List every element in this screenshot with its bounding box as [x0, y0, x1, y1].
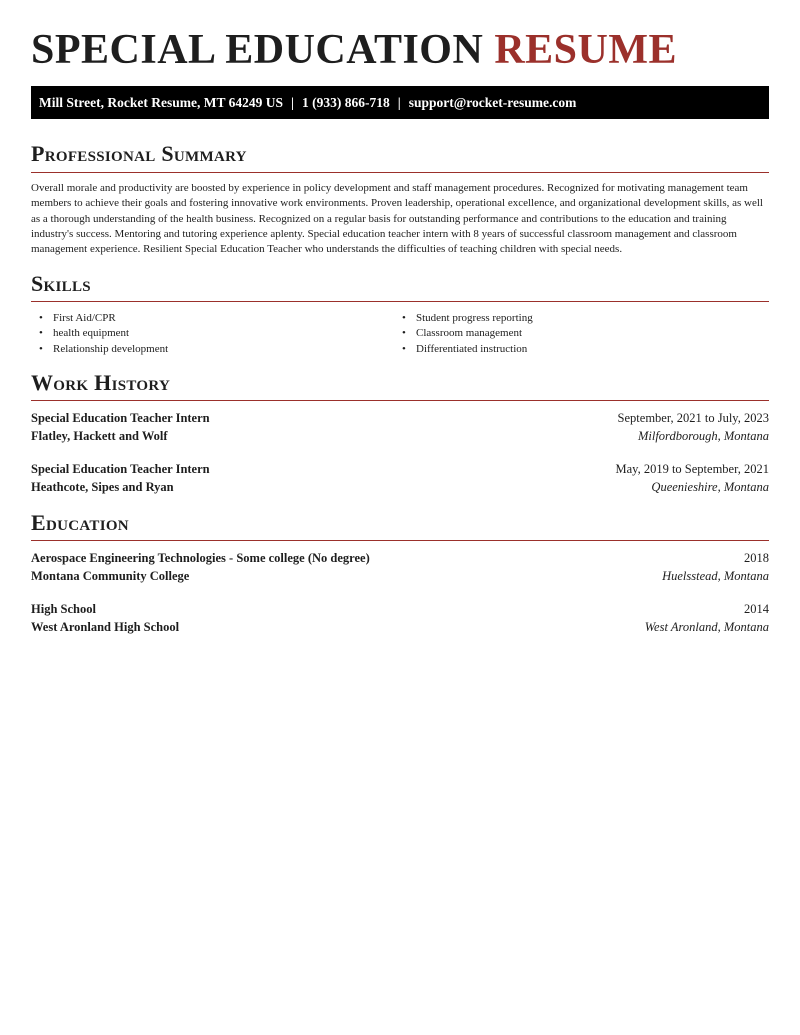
graduation-year: 2018 [744, 551, 769, 565]
education-entry [31, 549, 769, 589]
contact-separator: | [397, 95, 401, 110]
bullet-icon: • [402, 312, 406, 324]
contact-separator: | [290, 95, 294, 110]
skill-item [31, 326, 391, 341]
job-title: Special Education Teacher Intern [31, 411, 210, 425]
section-divider [31, 172, 769, 173]
skill-item [31, 342, 391, 357]
skill-label: Differentiated instruction [416, 342, 528, 355]
bullet-icon: • [402, 327, 406, 340]
skill-item [31, 311, 391, 326]
skill-label: health equipment [53, 327, 130, 340]
contact-phone: 1 (933) 866-718 [301, 95, 390, 110]
work-entry-row [31, 478, 769, 496]
contact-address: Mill Street, Rocket Resume, MT 64249 US [39, 95, 283, 110]
skill-item [394, 311, 754, 326]
company-name: Flatley, Hackett and Wolf [31, 429, 168, 443]
skill-item [394, 326, 754, 341]
education-entry-row [31, 567, 769, 585]
education-entry [31, 600, 769, 640]
job-dates: September, 2021 to July, 2023 [617, 411, 769, 425]
education-entry-row [31, 549, 769, 567]
summary-heading: Professional Summary [31, 141, 247, 166]
bullet-icon: • [402, 342, 406, 355]
job-location: Milfordborough, Montana [637, 429, 769, 443]
education-entry-row [31, 618, 769, 636]
school-location: West Aronland, Montana [644, 620, 769, 634]
work-history-heading: Work History [31, 370, 171, 395]
summary-text: Overall morale and productivity are boosted by experience in policy development and staff management procedures. Recognized for motivating management team members to achieve their goals and fostering innovative work environments. Proven leadership, operational excellence, and organizational development skills, as well as a thorough understanding of the health business. Recognized on a regular basis for outstanding performance and contributions to the education and training industry's success. Mentoring and tutoring experience aplenty. Special education teacher intern with 8 years of successful classroom management and classroom management experience. Resilient Special Education Teacher who understands the difficulties of teaching children with special needs. [31, 182, 763, 256]
work-entry [31, 409, 769, 449]
skills-list-right [394, 311, 754, 357]
degree-name: Aerospace Engineering Technologies - Some college (No degree) [31, 551, 370, 565]
job-title: Special Education Teacher Intern [31, 462, 210, 476]
job-location: Queenieshire, Montana [651, 480, 769, 494]
school-location: Huelsstead, Montana [662, 569, 769, 583]
skill-label: Relationship development [53, 342, 169, 355]
skill-label: Classroom management [416, 327, 523, 340]
education-entry-row [31, 600, 769, 618]
resume-title [31, 28, 677, 72]
work-entry-row [31, 409, 769, 427]
skills-heading: Skills [31, 271, 91, 296]
section-divider [31, 301, 769, 302]
education-heading: Education [31, 510, 129, 535]
work-entry [31, 460, 769, 500]
skill-label: Student progress reporting [416, 312, 533, 324]
contact-bar [31, 86, 769, 119]
company-name: Heathcote, Sipes and Ryan [31, 480, 174, 494]
resume-title-name: SPECIAL EDUCATION [31, 27, 484, 73]
section-divider [31, 400, 769, 401]
graduation-year: 2014 [744, 602, 769, 616]
section-divider [31, 540, 769, 541]
skill-item [394, 342, 754, 357]
school-name: West Aronland High School [31, 620, 180, 634]
skills-list-left [31, 311, 391, 357]
resume-title-accent: RESUME [494, 27, 678, 73]
school-name: Montana Community College [31, 569, 190, 583]
work-entry-row [31, 460, 769, 478]
bullet-icon: • [39, 342, 43, 355]
job-dates: May, 2019 to September, 2021 [615, 462, 769, 476]
bullet-icon: • [39, 312, 43, 324]
bullet-icon: • [39, 327, 43, 340]
skill-label: First Aid/CPR [53, 312, 116, 324]
work-entry-row [31, 427, 769, 445]
contact-email: support@rocket-resume.com [408, 95, 577, 110]
degree-name: High School [31, 602, 96, 616]
